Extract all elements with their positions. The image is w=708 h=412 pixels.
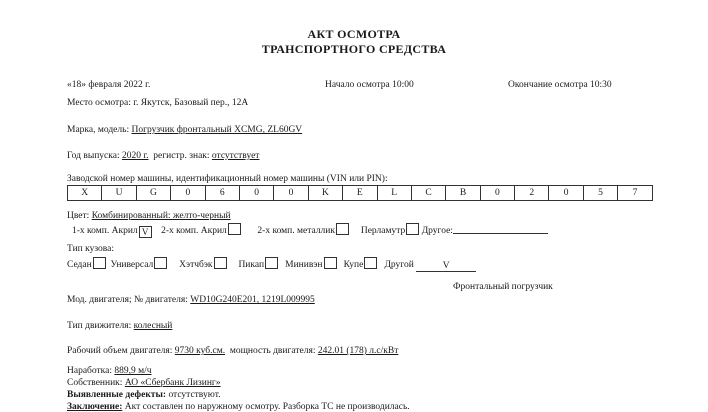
model-row [67,125,302,135]
color-opt-pearl: Перламутр [360,226,406,236]
checkbox-minivan[interactable] [324,257,337,269]
year-label: Год выпуска: [67,151,120,161]
defects-label: Выявленные дефекты: [67,390,167,400]
vin-cell: U [102,186,136,201]
vin-cell: 7 [618,186,652,201]
color-other-line [453,233,548,234]
vin-row [68,186,653,201]
end-time: Окончание осмотра 10:30 [508,80,612,90]
vin-cell: C [411,186,445,201]
body-opt-other: Другой [384,260,414,270]
start-time: Начало осмотра 10:00 [325,80,414,90]
conclusion-row [67,402,410,412]
body-opt-coupe: Купе [343,260,364,270]
power-value: 242.01 (178) л.с/кВт [317,346,399,356]
year-row [67,151,259,161]
engine-row [67,295,315,305]
volume-value: 9730 куб.см. [174,346,226,356]
checkbox-universal[interactable] [154,257,167,269]
hours-label: Наработка: [67,366,112,376]
drive-row [67,321,172,331]
doc-title-line1: АКТ ОСМОТРА [307,27,401,41]
doc-title-line2: ТРАНСПОРТНОГО СРЕДСТВА [261,42,447,56]
vin-cell: 2 [515,186,549,201]
vin-cell: 0 [274,186,308,201]
power-label: мощность двигателя: [229,346,316,356]
color-row [67,211,231,221]
drive-value: колесный [133,321,173,331]
volume-row [67,346,398,356]
color-label: Цвет: [67,211,90,221]
vin-cell: B [446,186,480,201]
reg-value: отсутствует [211,151,260,161]
body-opt-sedan: Седан [67,260,92,270]
engine-label: Мод. двигателя; № двигателя: [67,295,188,305]
color-opt-metal2: 2-х комп. металлик [257,226,335,236]
vin-label: Заводской номер машины, идентификационный номер машины (VIN или PIN): [67,174,388,184]
vin-cell: 0 [549,186,583,201]
vin-cell: 0 [239,186,273,201]
year-value: 2020 г. [121,151,149,161]
vin-cell: E [343,186,377,201]
vin-cell: 0 [171,186,205,201]
color-options [72,223,548,238]
color-opt-other: Другое: [421,226,453,236]
owner-label: Собственник: [67,378,123,388]
checkbox-pickup[interactable] [265,257,278,269]
vin-cell: 0 [480,186,514,201]
model-label: Марка, модель: [67,125,130,135]
volume-label: Рабочий объем двигателя: [67,346,173,356]
hours-row [67,366,152,376]
owner-value: АО «Сбербанк Лизинг» [124,378,221,388]
conclusion-value: Акт составлен по наружному осмотру. Разборка ТС не производилась. [124,402,410,412]
hours-value: 889,9 м/ч [114,366,152,376]
body-opt-pickup: Пикап [238,260,265,270]
drive-label: Тип движителя: [67,321,132,331]
model-value: Погрузчик фронтальный XCMG, ZL60GV [131,125,303,135]
inspection-date: «18» февраля 2022 г. [67,80,151,90]
checkbox-acryl1[interactable]: V [139,226,152,238]
color-opt-acryl1: 1-х комп. Акрил [72,226,138,236]
owner-row [67,378,221,388]
defects-value: отсутствуют. [168,390,221,400]
body-options [67,257,476,272]
checkbox-coupe[interactable] [364,257,377,269]
body-other-mark: V [416,261,476,272]
vin-cell: X [68,186,102,201]
vin-cell: L [377,186,411,201]
vin-cell: G [136,186,170,201]
defects-row [67,390,221,400]
engine-value: WD10G240E201, 1219L009995 [190,295,315,305]
vin-cell: K [308,186,342,201]
body-opt-minivan: Минивэн [285,260,323,270]
body-opt-universal: Универсал [110,260,154,270]
color-value: Комбинированный: желто-черный [91,211,231,221]
checkbox-acryl2[interactable] [228,223,241,235]
checkbox-metal2[interactable] [336,223,349,235]
vin-cell: 5 [583,186,617,201]
color-opt-acryl2: 2-х комп. Акрил [161,226,227,236]
reg-label: регистр. знак: [153,151,210,161]
body-label: Тип кузова: [67,244,115,254]
body-opt-hatch: Хэтчбэк [179,260,213,270]
checkbox-sedan[interactable] [93,257,106,269]
vin-cell: 6 [205,186,239,201]
vin-table [67,185,653,201]
conclusion-label: Заключение: [67,402,123,412]
checkbox-hatch[interactable] [214,257,227,269]
body-other-note: Фронтальный погрузчик [453,282,553,292]
inspection-place: Место осмотра: г. Якутск, Базовый пер., 12А [67,98,249,108]
checkbox-pearl[interactable] [406,223,419,235]
